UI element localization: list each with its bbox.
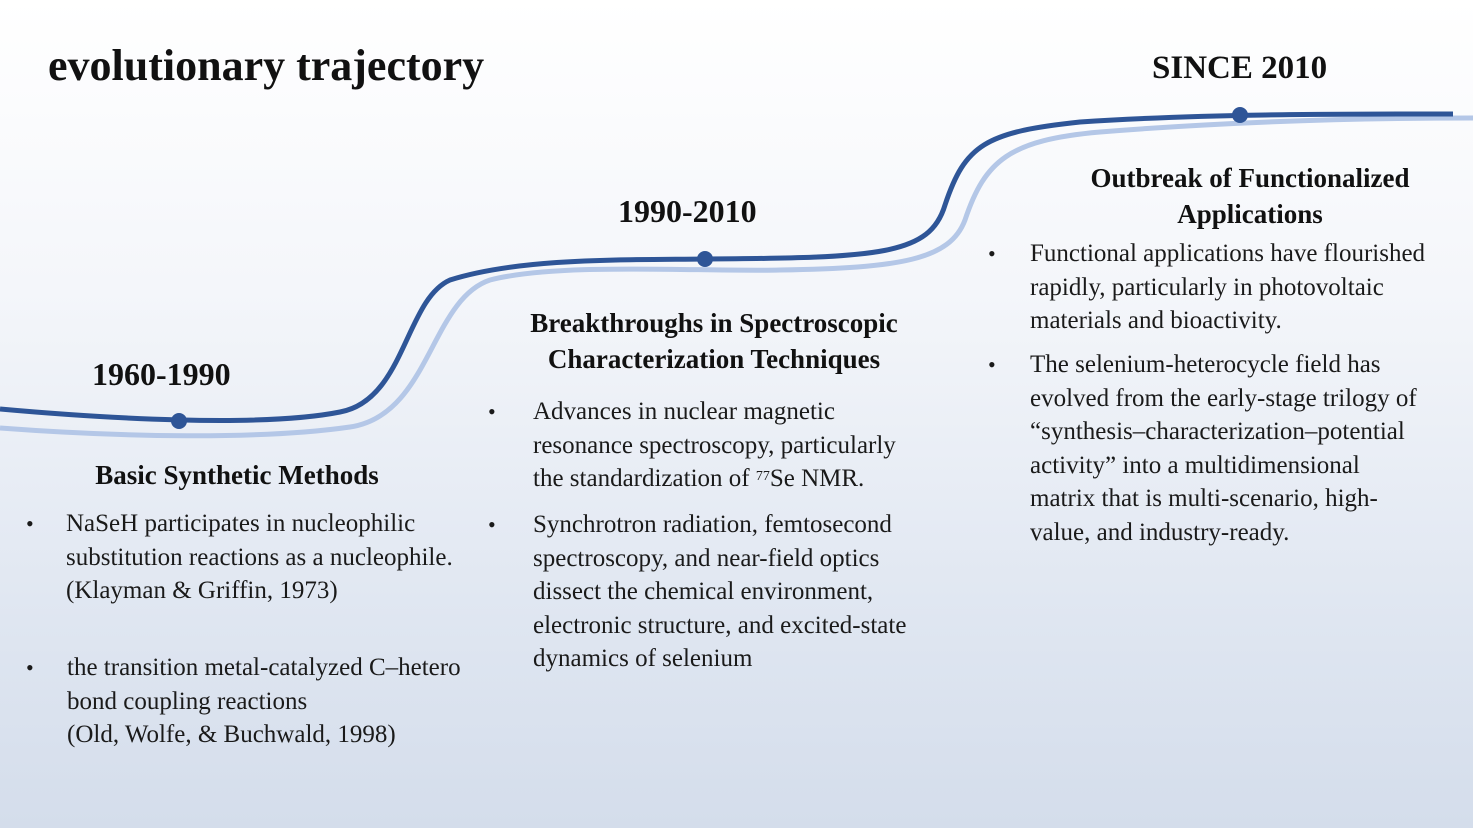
- page-title: evolutionary trajectory: [48, 41, 485, 90]
- stage-3-bullet-list: [986, 237, 1473, 549]
- era-label-1960-1990: 1960-1990: [92, 356, 231, 392]
- timeline-dot-1960: [171, 413, 187, 429]
- list-item: [986, 348, 1473, 549]
- bullet-icon: •: [488, 399, 496, 424]
- stage-heading-functionalized: Outbreak of Functionalized Applications: [1090, 163, 1410, 230]
- bullet-text: Synchrotron radiation, femtosecond spectroscopy, and near-field optics dissect the chemical environment, electronic structure, and excited-state dynamics of selenium: [533, 511, 907, 672]
- stage-heading-spectroscopic: Breakthroughs in Spectroscopic Characterization Techniques: [530, 308, 898, 375]
- bullet-icon: •: [988, 352, 996, 377]
- bullet-text: the transition metal-catalyzed C–hetero bond coupling reactions (Old, Wolfe, & Buchwald, 1998): [67, 654, 461, 748]
- list-item: [22, 651, 512, 752]
- list-item: [488, 395, 958, 508]
- bullet-text: Functional applications have flourished rapidly, particularly in photovoltaic materials and bioactivity.: [1030, 240, 1426, 334]
- list-item: [22, 507, 512, 651]
- bullet-text: Advances in nuclear magnetic resonance spectroscopy, particularly the standardization of $^{77}$Se NMR.: [533, 398, 896, 492]
- bullet-icon: •: [26, 511, 34, 536]
- bullet-icon: •: [988, 241, 996, 266]
- timeline-dot-1990: [697, 251, 713, 267]
- list-item: [488, 508, 958, 676]
- list-item: [986, 237, 1473, 348]
- stage-1-bullet-list: [22, 507, 512, 752]
- stage-2-bullet-list: [488, 395, 958, 676]
- stage-heading-basic-synthetic: Basic Synthetic Methods: [95, 460, 379, 490]
- era-label-1990-2010: 1990-2010: [618, 193, 757, 229]
- era-label-since-2010: SINCE 2010: [1152, 50, 1328, 86]
- bullet-text: NaSeH participates in nucleophilic substitution reactions as a nucleophile. (Klayman & Griffin, 1973): [66, 510, 453, 604]
- timeline-dot-2010: [1232, 107, 1248, 123]
- bullet-text: The selenium-heterocycle field has evolved from the early-stage trilogy of “synthesis–characterization–potential activity” into a multidimensional matrix that is multi-scenario, high- value, and industry-ready.: [1030, 351, 1417, 546]
- bullet-icon: •: [26, 655, 34, 680]
- bullet-icon: •: [488, 512, 496, 537]
